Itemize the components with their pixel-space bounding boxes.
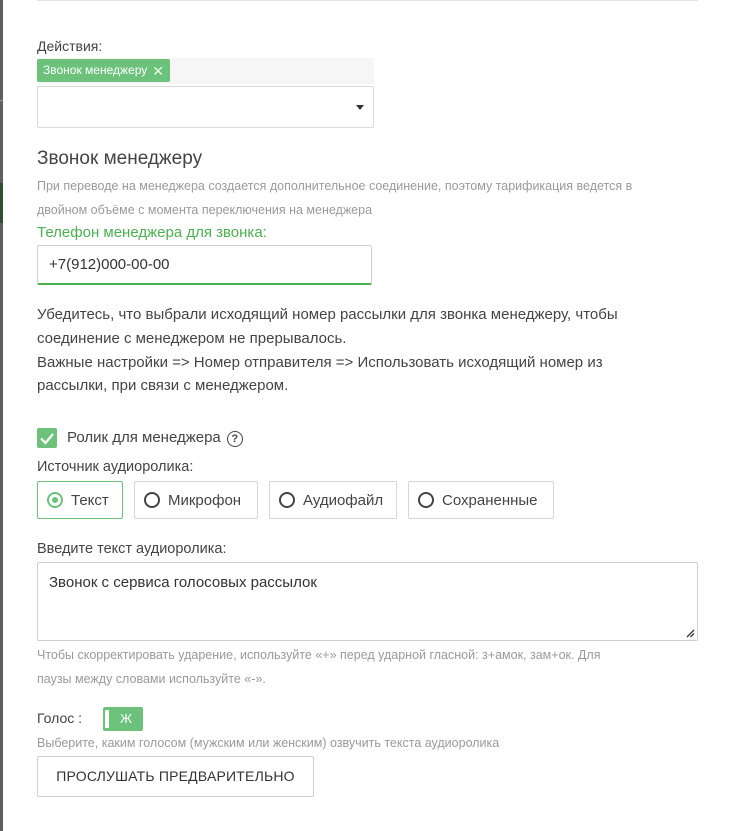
clip-checkbox[interactable] (37, 428, 57, 448)
radio-audiofile-label: Аудиофайл (303, 491, 384, 509)
edge-marker-active (0, 183, 3, 223)
radio-unselected-icon (279, 492, 295, 508)
actions-label: Действия: (37, 38, 103, 54)
text-label: Введите текст аудиоролика: (37, 541, 227, 557)
tag-manager-call (37, 59, 170, 82)
clip-text-area[interactable] (37, 562, 698, 641)
radio-text-label: Текст (71, 491, 109, 509)
clip-checkbox-label (67, 429, 243, 447)
stress-hint-line-1: Чтобы скорректировать ударение, используйте «+» перед ударной гласной: з+амок, зам+ок. Для (37, 648, 601, 662)
source-label: Источник аудиоролика: (37, 459, 194, 475)
resize-grip-icon[interactable] (685, 628, 695, 638)
toggle-knob (105, 710, 109, 728)
radio-audiofile[interactable] (269, 481, 397, 519)
left-panel-edge (0, 0, 3, 831)
voice-label: Голос : (37, 710, 83, 726)
radio-unselected-icon (144, 492, 160, 508)
radio-selected-icon (47, 492, 63, 508)
radio-text[interactable] (37, 481, 123, 519)
stress-hint-line-2: паузы между словами используйте «-». (37, 672, 266, 686)
radio-saved-label: Сохраненные (442, 491, 538, 509)
notice-line-4: рассылки, при связи с менеджером. (37, 377, 289, 394)
voice-toggle-value: Ж (120, 711, 133, 726)
clip-checkbox-text: Ролик для менеджера (67, 429, 221, 446)
radio-microphone-label: Микрофон (168, 491, 242, 509)
notice-line-1: Убедитесь, что выбрали исходящий номер рассылки для звонка менеджеру, чтобы (37, 306, 618, 323)
phone-label: Телефон менеджера для звонка: (37, 224, 267, 241)
caret-down-icon[interactable] (356, 105, 364, 110)
actions-dropdown[interactable] (37, 86, 374, 128)
radio-unselected-icon (418, 492, 434, 508)
tag-label: Звонок менеджеру (43, 63, 148, 77)
description-line-1: При переводе на менеджера создается дополнительное соединение, поэтому тарификация ведется в (37, 179, 633, 193)
notice-line-3: Важные настройки => Номер отправителя => Использовать исходящий номер из (37, 354, 603, 371)
voice-hint: Выберите, каким голосом (мужским или женским) озвучить текста аудиоролика (37, 736, 500, 750)
voice-toggle[interactable] (103, 707, 143, 731)
close-icon[interactable]: ✕ (152, 62, 164, 79)
phone-input[interactable] (37, 245, 372, 285)
section-title: Звонок менеджеру (37, 148, 203, 169)
radio-microphone[interactable] (134, 481, 258, 519)
radio-saved[interactable] (408, 481, 554, 519)
notice-line-2: соединение с менеджером не прерывалось. (37, 330, 347, 347)
edge-marker (0, 100, 3, 101)
description-line-2: двойном объёме с момента переключения на менеджера (37, 203, 373, 217)
check-icon (37, 428, 57, 448)
top-divider (37, 0, 698, 1)
preview-button[interactable]: ПРОСЛУШАТЬ ПРЕДВАРИТЕЛЬНО (37, 756, 314, 797)
help-icon[interactable]: ? (227, 431, 243, 447)
